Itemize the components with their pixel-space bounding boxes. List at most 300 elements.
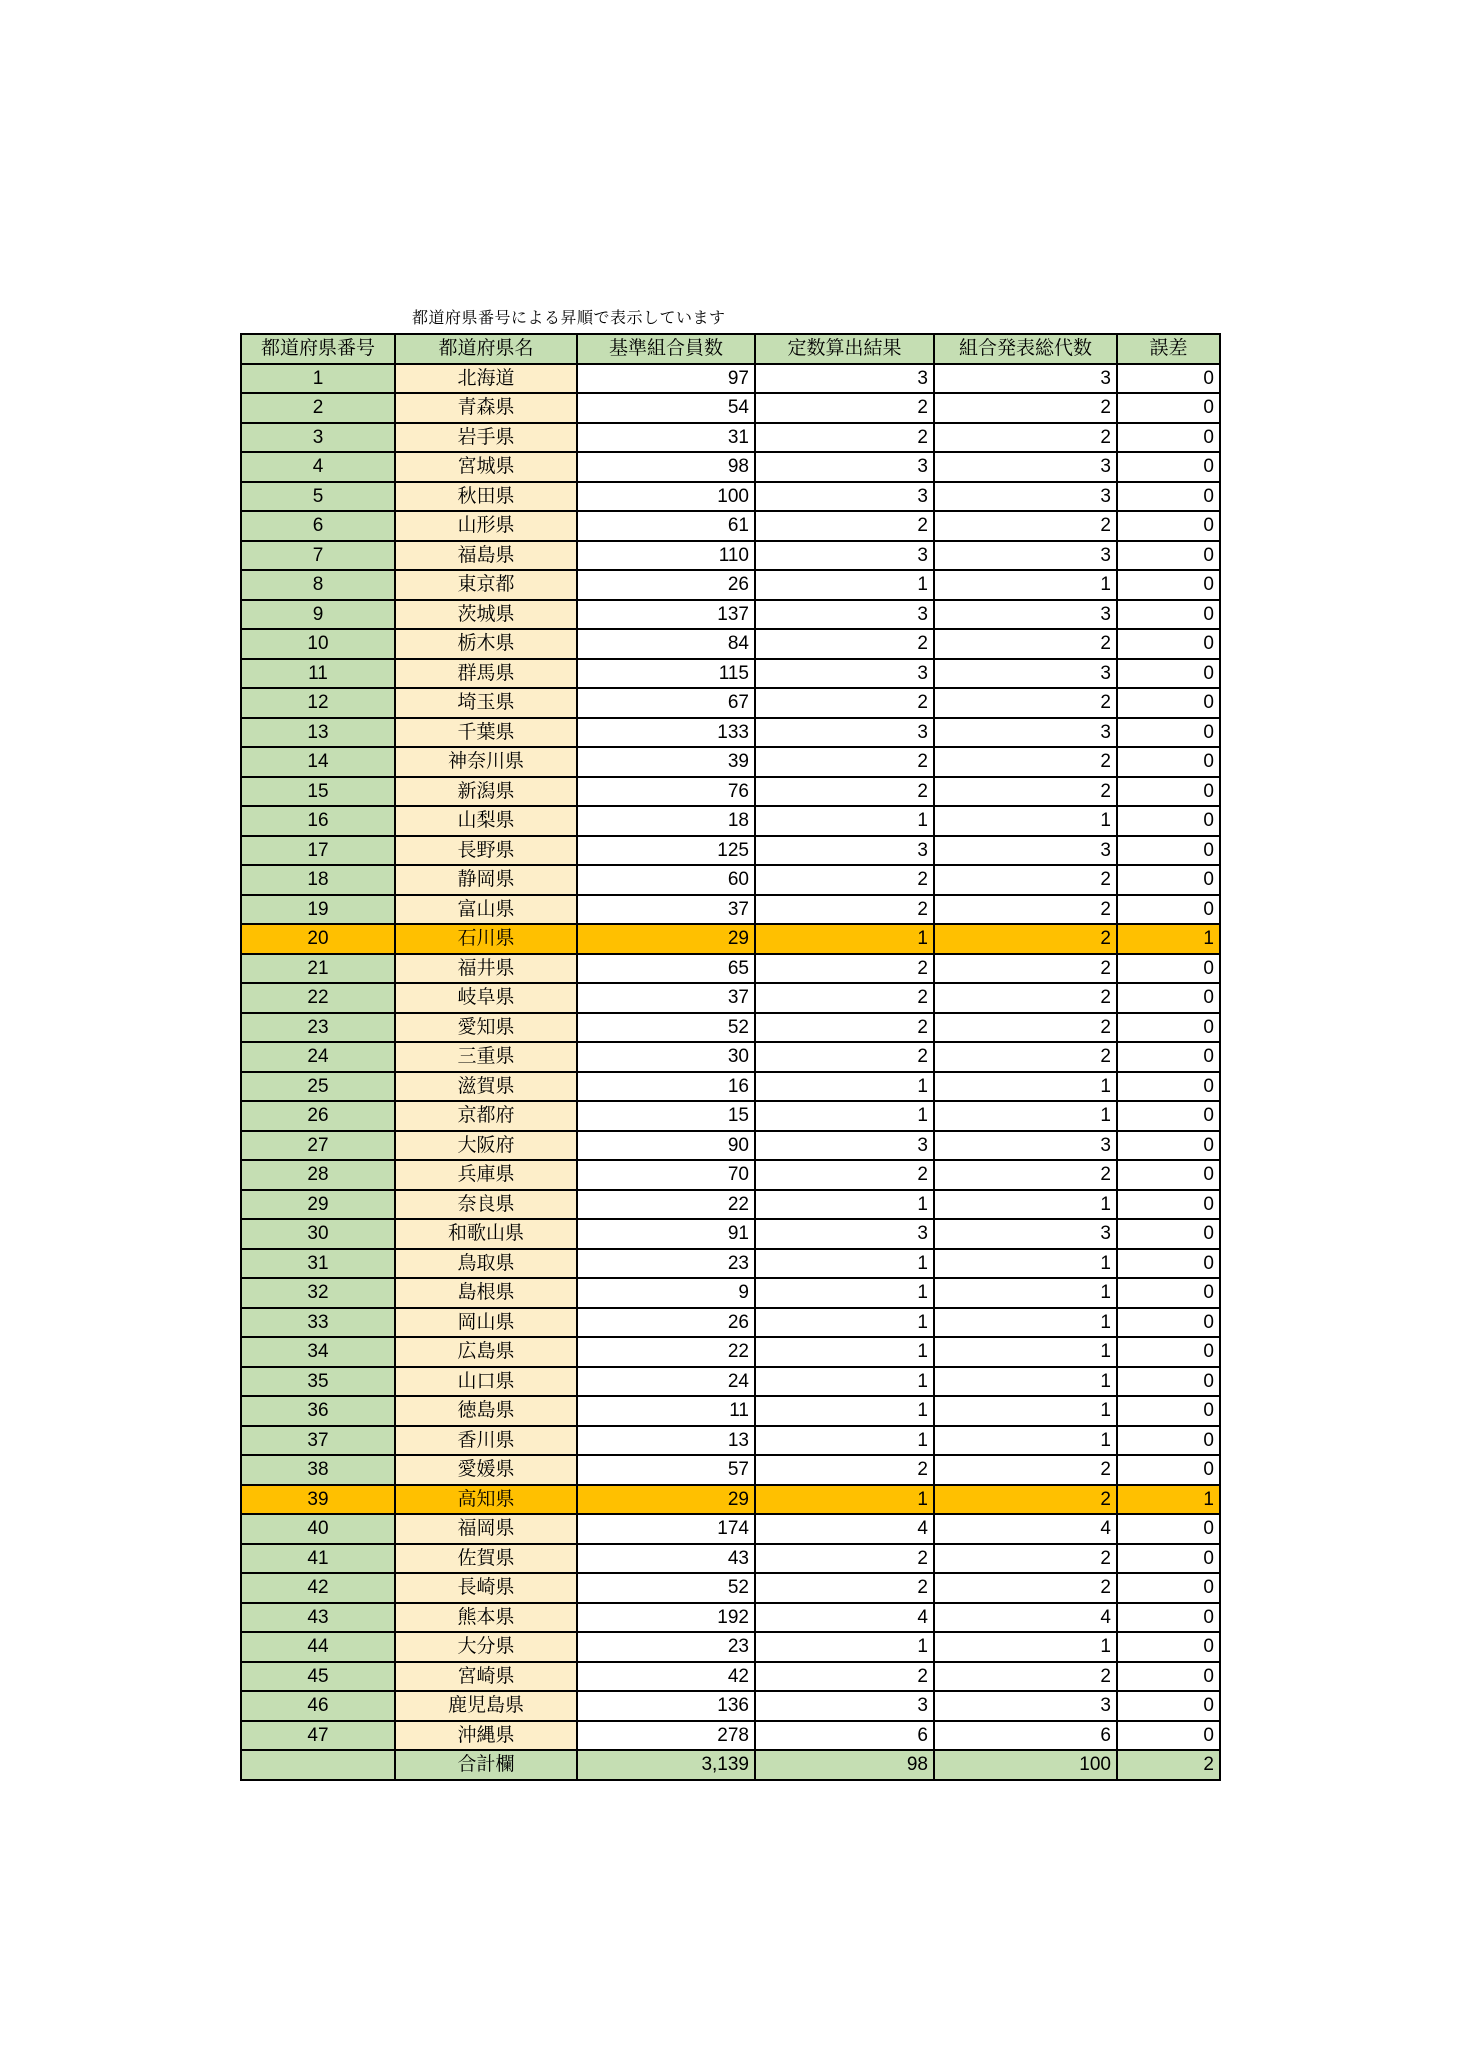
cell-prefecture-name: 群馬県 [395, 659, 577, 689]
table-row [241, 895, 1220, 925]
cell-error: 0 [1117, 983, 1220, 1013]
cell-prefecture-name: 長野県 [395, 836, 577, 866]
cell-members: 39 [577, 747, 755, 777]
cell-prefecture-name: 滋賀県 [395, 1072, 577, 1102]
cell-total-members: 3,139 [577, 1750, 755, 1780]
cell-prefecture-name: 東京都 [395, 570, 577, 600]
cell-prefecture-name: 兵庫県 [395, 1160, 577, 1190]
cell-delegates: 2 [934, 1573, 1117, 1603]
cell-delegates: 2 [934, 1013, 1117, 1043]
header-row [241, 334, 1220, 364]
cell-members: 23 [577, 1249, 755, 1279]
cell-calc-result: 3 [755, 452, 934, 482]
cell-calc-result: 2 [755, 1573, 934, 1603]
cell-prefecture-number: 16 [241, 806, 395, 836]
cell-prefecture-number: 13 [241, 718, 395, 748]
cell-delegates: 2 [934, 688, 1117, 718]
cell-delegates: 3 [934, 659, 1117, 689]
cell-calc-result: 3 [755, 659, 934, 689]
table-row [241, 1101, 1220, 1131]
cell-members: 54 [577, 393, 755, 423]
table-header [241, 334, 1220, 364]
cell-prefecture-number: 2 [241, 393, 395, 423]
cell-members: 31 [577, 423, 755, 453]
prefecture-table [240, 333, 1221, 1781]
cell-prefecture-name: 京都府 [395, 1101, 577, 1131]
cell-members: 29 [577, 924, 755, 954]
table-row [241, 1131, 1220, 1161]
cell-error: 0 [1117, 836, 1220, 866]
cell-total-delegates: 100 [934, 1750, 1117, 1780]
cell-error: 0 [1117, 1308, 1220, 1338]
cell-prefecture-number: 14 [241, 747, 395, 777]
cell-prefecture-number: 22 [241, 983, 395, 1013]
table-row [241, 541, 1220, 571]
cell-members: 278 [577, 1721, 755, 1751]
cell-delegates: 3 [934, 482, 1117, 512]
table-row [241, 1573, 1220, 1603]
cell-total-empty [241, 1750, 395, 1780]
cell-prefecture-number: 10 [241, 629, 395, 659]
cell-error: 0 [1117, 1101, 1220, 1131]
cell-delegates: 1 [934, 806, 1117, 836]
cell-delegates: 1 [934, 1308, 1117, 1338]
cell-members: 16 [577, 1072, 755, 1102]
cell-members: 192 [577, 1603, 755, 1633]
table-row [241, 511, 1220, 541]
table-row [241, 924, 1220, 954]
cell-calc-result: 3 [755, 1131, 934, 1161]
cell-members: 98 [577, 452, 755, 482]
cell-calc-result: 3 [755, 1691, 934, 1721]
cell-members: 26 [577, 570, 755, 600]
cell-prefecture-number: 39 [241, 1485, 395, 1515]
cell-prefecture-number: 1 [241, 364, 395, 394]
cell-prefecture-number: 36 [241, 1396, 395, 1426]
cell-calc-result: 1 [755, 1101, 934, 1131]
cell-prefecture-name: 福島県 [395, 541, 577, 571]
cell-prefecture-name: 千葉県 [395, 718, 577, 748]
cell-prefecture-name: 福岡県 [395, 1514, 577, 1544]
cell-members: 30 [577, 1042, 755, 1072]
cell-error: 1 [1117, 924, 1220, 954]
cell-error: 0 [1117, 364, 1220, 394]
cell-calc-result: 1 [755, 1396, 934, 1426]
cell-prefecture-name: 広島県 [395, 1337, 577, 1367]
cell-delegates: 3 [934, 541, 1117, 571]
cell-error: 0 [1117, 1544, 1220, 1574]
column-header-prefecture-name: 都道府県名 [395, 334, 577, 364]
cell-prefecture-number: 46 [241, 1691, 395, 1721]
table-body [241, 364, 1220, 1751]
cell-prefecture-name: 神奈川県 [395, 747, 577, 777]
total-row [241, 1750, 1220, 1780]
cell-prefecture-number: 3 [241, 423, 395, 453]
cell-prefecture-number: 37 [241, 1426, 395, 1456]
cell-members: 65 [577, 954, 755, 984]
column-header-members: 基準組合員数 [577, 334, 755, 364]
cell-prefecture-name: 大分県 [395, 1632, 577, 1662]
cell-members: 52 [577, 1013, 755, 1043]
cell-delegates: 1 [934, 1337, 1117, 1367]
cell-prefecture-name: 島根県 [395, 1278, 577, 1308]
cell-members: 29 [577, 1485, 755, 1515]
cell-error: 0 [1117, 1367, 1220, 1397]
column-header-error: 誤差 [1117, 334, 1220, 364]
cell-prefecture-name: 埼玉県 [395, 688, 577, 718]
cell-members: 60 [577, 865, 755, 895]
cell-error: 0 [1117, 1042, 1220, 1072]
cell-prefecture-name: 秋田県 [395, 482, 577, 512]
cell-members: 110 [577, 541, 755, 571]
cell-error: 0 [1117, 718, 1220, 748]
table-row [241, 1485, 1220, 1515]
cell-members: 15 [577, 1101, 755, 1131]
cell-prefecture-number: 43 [241, 1603, 395, 1633]
cell-delegates: 2 [934, 1160, 1117, 1190]
cell-prefecture-number: 45 [241, 1662, 395, 1692]
cell-prefecture-number: 35 [241, 1367, 395, 1397]
cell-members: 22 [577, 1190, 755, 1220]
cell-prefecture-name: 大阪府 [395, 1131, 577, 1161]
table-row [241, 1278, 1220, 1308]
cell-prefecture-name: 青森県 [395, 393, 577, 423]
cell-error: 0 [1117, 393, 1220, 423]
cell-error: 0 [1117, 777, 1220, 807]
column-header-delegates: 組合発表総代数 [934, 334, 1117, 364]
cell-delegates: 1 [934, 1278, 1117, 1308]
table-row [241, 1426, 1220, 1456]
cell-delegates: 3 [934, 600, 1117, 630]
table-row [241, 1337, 1220, 1367]
cell-delegates: 3 [934, 718, 1117, 748]
cell-delegates: 2 [934, 629, 1117, 659]
cell-total-error: 2 [1117, 1750, 1220, 1780]
cell-error: 0 [1117, 1337, 1220, 1367]
cell-delegates: 1 [934, 1632, 1117, 1662]
cell-calc-result: 1 [755, 1632, 934, 1662]
cell-delegates: 2 [934, 1042, 1117, 1072]
cell-delegates: 3 [934, 1219, 1117, 1249]
cell-prefecture-name: 鹿児島県 [395, 1691, 577, 1721]
cell-error: 0 [1117, 423, 1220, 453]
table-row [241, 1396, 1220, 1426]
cell-calc-result: 2 [755, 1160, 934, 1190]
cell-calc-result: 2 [755, 1042, 934, 1072]
cell-prefecture-name: 高知県 [395, 1485, 577, 1515]
cell-calc-result: 1 [755, 570, 934, 600]
cell-error: 0 [1117, 1396, 1220, 1426]
table-row [241, 600, 1220, 630]
table-row [241, 836, 1220, 866]
cell-error: 0 [1117, 600, 1220, 630]
table-row [241, 954, 1220, 984]
cell-error: 0 [1117, 1455, 1220, 1485]
cell-prefecture-name: 和歌山県 [395, 1219, 577, 1249]
cell-error: 0 [1117, 1603, 1220, 1633]
table-row [241, 1013, 1220, 1043]
cell-calc-result: 2 [755, 688, 934, 718]
cell-prefecture-name: 山形県 [395, 511, 577, 541]
cell-error: 0 [1117, 452, 1220, 482]
cell-delegates: 2 [934, 423, 1117, 453]
cell-members: 115 [577, 659, 755, 689]
cell-calc-result: 1 [755, 1308, 934, 1338]
cell-error: 0 [1117, 541, 1220, 571]
cell-prefecture-name: 岐阜県 [395, 983, 577, 1013]
cell-prefecture-name: 石川県 [395, 924, 577, 954]
cell-prefecture-name: 沖縄県 [395, 1721, 577, 1751]
cell-calc-result: 3 [755, 836, 934, 866]
cell-calc-result: 3 [755, 482, 934, 512]
cell-members: 18 [577, 806, 755, 836]
table-row [241, 1691, 1220, 1721]
cell-prefecture-name: 山口県 [395, 1367, 577, 1397]
cell-members: 67 [577, 688, 755, 718]
cell-calc-result: 1 [755, 1190, 934, 1220]
table-row [241, 1160, 1220, 1190]
cell-members: 42 [577, 1662, 755, 1692]
cell-prefecture-number: 5 [241, 482, 395, 512]
cell-prefecture-name: 茨城県 [395, 600, 577, 630]
cell-prefecture-number: 42 [241, 1573, 395, 1603]
cell-members: 133 [577, 718, 755, 748]
cell-delegates: 1 [934, 1426, 1117, 1456]
cell-delegates: 2 [934, 1455, 1117, 1485]
cell-prefecture-number: 17 [241, 836, 395, 866]
table-row [241, 629, 1220, 659]
table-row [241, 1042, 1220, 1072]
cell-calc-result: 2 [755, 983, 934, 1013]
cell-prefecture-name: 栃木県 [395, 629, 577, 659]
cell-members: 136 [577, 1691, 755, 1721]
cell-prefecture-name: 奈良県 [395, 1190, 577, 1220]
cell-error: 0 [1117, 865, 1220, 895]
cell-delegates: 1 [934, 570, 1117, 600]
cell-members: 76 [577, 777, 755, 807]
cell-error: 0 [1117, 1514, 1220, 1544]
table-footer [241, 1750, 1220, 1780]
table-row [241, 570, 1220, 600]
cell-prefecture-number: 29 [241, 1190, 395, 1220]
cell-calc-result: 3 [755, 718, 934, 748]
cell-prefecture-name: 愛媛県 [395, 1455, 577, 1485]
cell-error: 0 [1117, 511, 1220, 541]
table-row [241, 1514, 1220, 1544]
cell-prefecture-number: 33 [241, 1308, 395, 1338]
cell-prefecture-number: 18 [241, 865, 395, 895]
cell-calc-result: 2 [755, 511, 934, 541]
cell-prefecture-name: 徳島県 [395, 1396, 577, 1426]
cell-prefecture-number: 15 [241, 777, 395, 807]
cell-prefecture-number: 41 [241, 1544, 395, 1574]
cell-prefecture-name: 香川県 [395, 1426, 577, 1456]
cell-members: 61 [577, 511, 755, 541]
cell-error: 0 [1117, 1573, 1220, 1603]
cell-members: 125 [577, 836, 755, 866]
cell-error: 0 [1117, 1072, 1220, 1102]
cell-calc-result: 2 [755, 1013, 934, 1043]
cell-prefecture-name: 福井県 [395, 954, 577, 984]
cell-prefecture-number: 40 [241, 1514, 395, 1544]
cell-prefecture-number: 27 [241, 1131, 395, 1161]
cell-delegates: 3 [934, 1691, 1117, 1721]
cell-error: 0 [1117, 1190, 1220, 1220]
cell-members: 90 [577, 1131, 755, 1161]
cell-total-label: 合計欄 [395, 1750, 577, 1780]
cell-members: 37 [577, 895, 755, 925]
cell-members: 174 [577, 1514, 755, 1544]
cell-calc-result: 2 [755, 747, 934, 777]
cell-error: 0 [1117, 1160, 1220, 1190]
cell-calc-result: 1 [755, 1072, 934, 1102]
cell-calc-result: 2 [755, 865, 934, 895]
cell-members: 23 [577, 1632, 755, 1662]
cell-calc-result: 1 [755, 806, 934, 836]
cell-calc-result: 4 [755, 1514, 934, 1544]
cell-error: 0 [1117, 806, 1220, 836]
table-row [241, 983, 1220, 1013]
table-row [241, 777, 1220, 807]
cell-prefecture-number: 47 [241, 1721, 395, 1751]
cell-prefecture-name: 岩手県 [395, 423, 577, 453]
cell-calc-result: 1 [755, 1337, 934, 1367]
cell-error: 0 [1117, 747, 1220, 777]
cell-prefecture-name: 富山県 [395, 895, 577, 925]
cell-prefecture-number: 44 [241, 1632, 395, 1662]
cell-delegates: 2 [934, 1544, 1117, 1574]
table-row [241, 1308, 1220, 1338]
cell-members: 37 [577, 983, 755, 1013]
cell-prefecture-number: 7 [241, 541, 395, 571]
cell-members: 24 [577, 1367, 755, 1397]
cell-error: 0 [1117, 1632, 1220, 1662]
cell-prefecture-name: 山梨県 [395, 806, 577, 836]
cell-members: 84 [577, 629, 755, 659]
cell-error: 0 [1117, 1721, 1220, 1751]
cell-members: 22 [577, 1337, 755, 1367]
cell-calc-result: 2 [755, 954, 934, 984]
cell-calc-result: 3 [755, 541, 934, 571]
cell-calc-result: 1 [755, 1485, 934, 1515]
table-row [241, 747, 1220, 777]
cell-calc-result: 1 [755, 1278, 934, 1308]
cell-members: 26 [577, 1308, 755, 1338]
cell-prefecture-number: 6 [241, 511, 395, 541]
cell-prefecture-name: 熊本県 [395, 1603, 577, 1633]
table-row [241, 806, 1220, 836]
table-row [241, 1662, 1220, 1692]
table-row [241, 1544, 1220, 1574]
cell-delegates: 2 [934, 1485, 1117, 1515]
cell-error: 0 [1117, 482, 1220, 512]
cell-error: 0 [1117, 1131, 1220, 1161]
cell-prefecture-number: 20 [241, 924, 395, 954]
cell-calc-result: 3 [755, 1219, 934, 1249]
cell-error: 0 [1117, 570, 1220, 600]
cell-delegates: 2 [934, 393, 1117, 423]
cell-delegates: 2 [934, 1662, 1117, 1692]
cell-delegates: 2 [934, 924, 1117, 954]
cell-calc-result: 6 [755, 1721, 934, 1751]
cell-calc-result: 2 [755, 1662, 934, 1692]
cell-prefecture-number: 4 [241, 452, 395, 482]
cell-error: 0 [1117, 1013, 1220, 1043]
cell-prefecture-name: 佐賀県 [395, 1544, 577, 1574]
cell-prefecture-name: 静岡県 [395, 865, 577, 895]
cell-calc-result: 2 [755, 629, 934, 659]
cell-members: 100 [577, 482, 755, 512]
table-row [241, 393, 1220, 423]
cell-error: 0 [1117, 629, 1220, 659]
cell-prefecture-number: 38 [241, 1455, 395, 1485]
cell-prefecture-number: 32 [241, 1278, 395, 1308]
cell-members: 57 [577, 1455, 755, 1485]
cell-prefecture-number: 23 [241, 1013, 395, 1043]
cell-members: 137 [577, 600, 755, 630]
cell-calc-result: 2 [755, 895, 934, 925]
cell-error: 0 [1117, 1278, 1220, 1308]
cell-error: 0 [1117, 895, 1220, 925]
cell-members: 70 [577, 1160, 755, 1190]
cell-calc-result: 1 [755, 1249, 934, 1279]
table-row [241, 1603, 1220, 1633]
column-header-prefecture-number: 都道府県番号 [241, 334, 395, 364]
cell-calc-result: 2 [755, 777, 934, 807]
table-row [241, 1219, 1220, 1249]
table-row [241, 452, 1220, 482]
cell-prefecture-number: 21 [241, 954, 395, 984]
cell-prefecture-number: 12 [241, 688, 395, 718]
cell-prefecture-name: 岡山県 [395, 1308, 577, 1338]
cell-calc-result: 2 [755, 1544, 934, 1574]
table-row [241, 718, 1220, 748]
cell-error: 0 [1117, 954, 1220, 984]
cell-prefecture-number: 9 [241, 600, 395, 630]
cell-delegates: 3 [934, 1131, 1117, 1161]
cell-prefecture-name: 長崎県 [395, 1573, 577, 1603]
cell-error: 1 [1117, 1485, 1220, 1515]
cell-prefecture-name: 愛知県 [395, 1013, 577, 1043]
cell-prefecture-name: 宮城県 [395, 452, 577, 482]
cell-calc-result: 3 [755, 364, 934, 394]
cell-calc-result: 1 [755, 1367, 934, 1397]
cell-delegates: 1 [934, 1072, 1117, 1102]
table-row [241, 1632, 1220, 1662]
cell-prefecture-number: 34 [241, 1337, 395, 1367]
cell-delegates: 2 [934, 511, 1117, 541]
cell-delegates: 2 [934, 747, 1117, 777]
cell-delegates: 2 [934, 983, 1117, 1013]
table-row [241, 865, 1220, 895]
cell-delegates: 4 [934, 1514, 1117, 1544]
table-row [241, 1072, 1220, 1102]
cell-prefecture-number: 28 [241, 1160, 395, 1190]
cell-prefecture-number: 31 [241, 1249, 395, 1279]
cell-prefecture-name: 宮崎県 [395, 1662, 577, 1692]
cell-members: 11 [577, 1396, 755, 1426]
cell-calc-result: 2 [755, 1455, 934, 1485]
cell-delegates: 2 [934, 777, 1117, 807]
cell-total-calc-result: 98 [755, 1750, 934, 1780]
cell-prefecture-number: 26 [241, 1101, 395, 1131]
cell-delegates: 3 [934, 364, 1117, 394]
cell-calc-result: 4 [755, 1603, 934, 1633]
cell-delegates: 6 [934, 1721, 1117, 1751]
column-header-calc-result: 定数算出結果 [755, 334, 934, 364]
cell-error: 0 [1117, 1426, 1220, 1456]
cell-prefecture-name: 三重県 [395, 1042, 577, 1072]
